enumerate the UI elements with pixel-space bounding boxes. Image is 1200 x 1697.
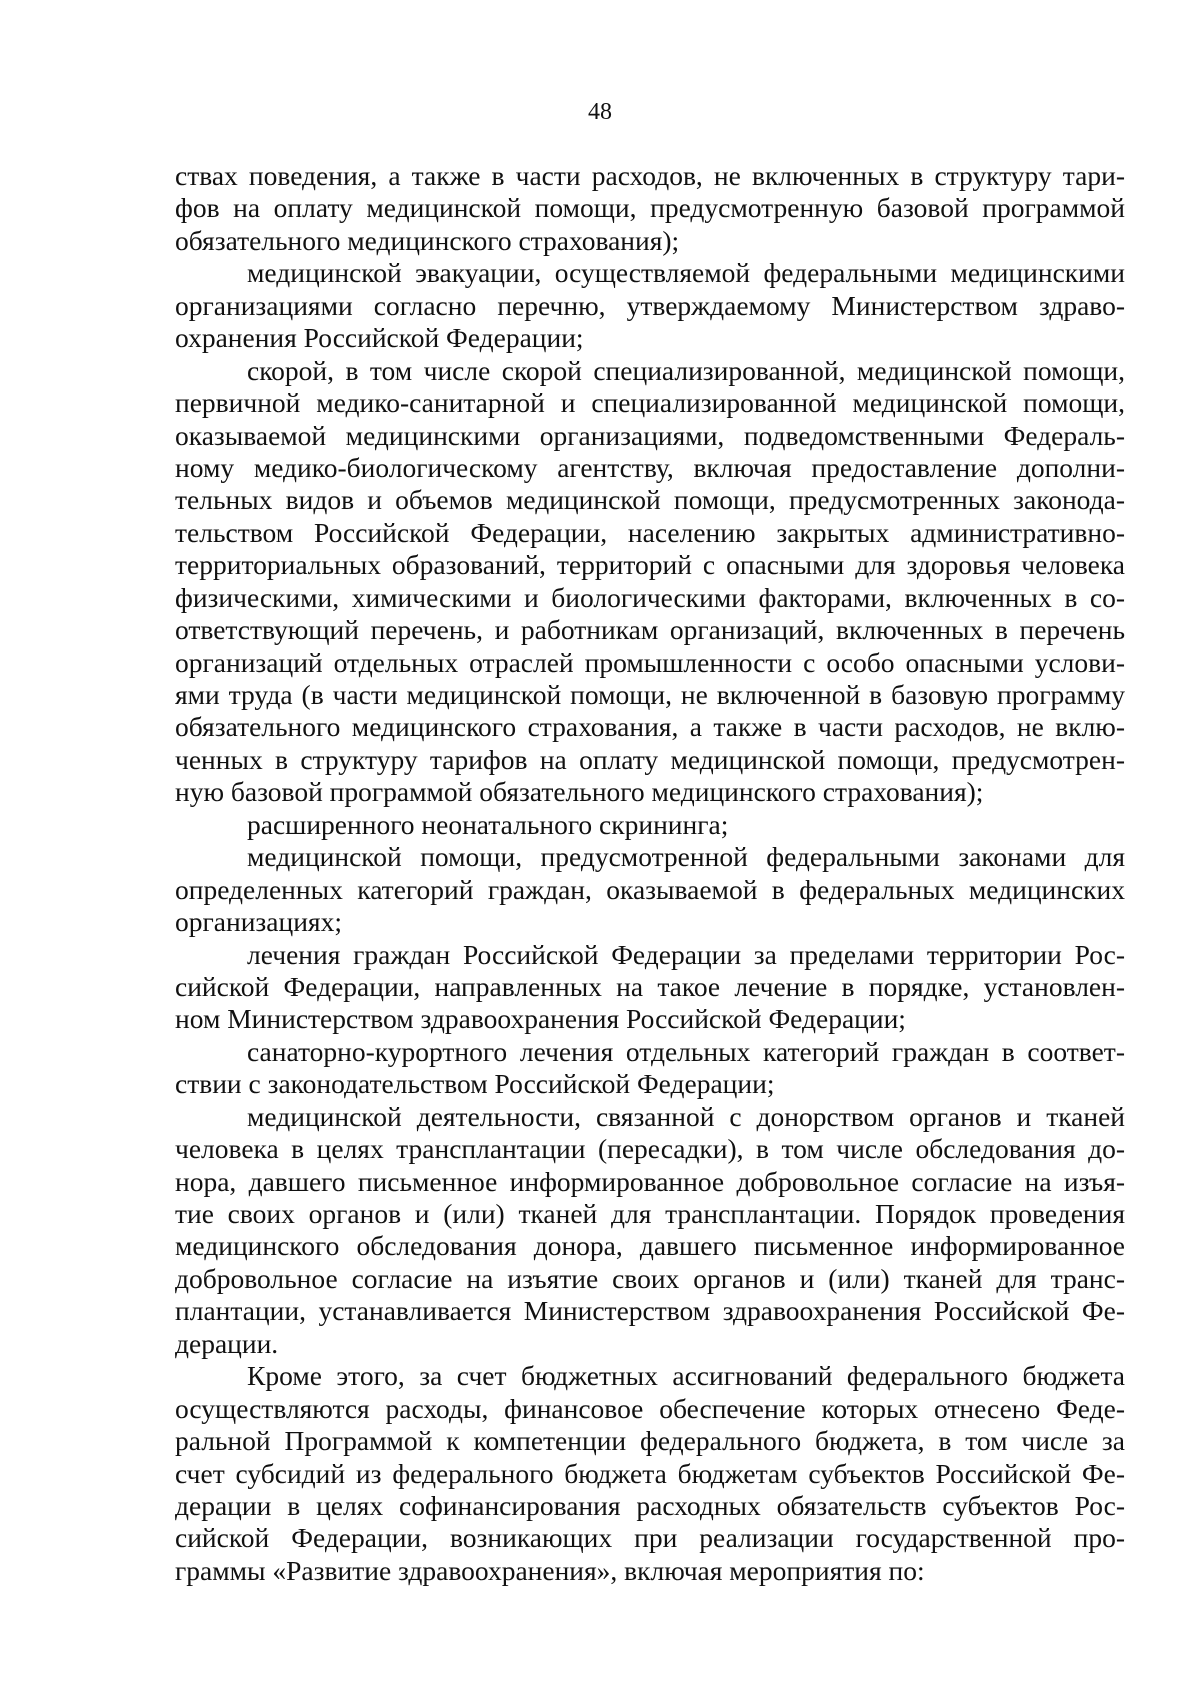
text-line: осуществляются расходы, финансовое обеспечение которых отнесено Феде- [175, 1392, 1125, 1424]
text-line: ном Министерством здравоохранения Российской Федерации; [175, 1003, 906, 1035]
text-line: дерации в целях софинансирования расходных обязательств субъектов Рос- [175, 1489, 1125, 1521]
text-line: ченных в структуру тарифов на оплату медицинской помощи, предусмотрен- [175, 743, 1125, 775]
text-line: сийской Федерации, направленных на такое лечение в порядке, установлен- [175, 970, 1125, 1002]
text-line: ствах поведения, а также в части расходов, не включенных в структуру тари- [175, 160, 1125, 191]
text-line: Кроме этого, за счет бюджетных ассигнований федерального бюджета [247, 1360, 1125, 1392]
text-line: фов на оплату медицинской помощи, предусмотренную базовой программой [175, 192, 1125, 224]
text-line: ную базовой программой обязательного медицинского страхования); [175, 776, 984, 808]
text-line: санаторно-курортного лечения отдельных категорий граждан в соответ- [247, 1035, 1125, 1067]
text-line: организациями согласно перечню, утверждаемому Министерством здраво- [175, 289, 1125, 321]
text-line: ральной Программой к компетенции федерального бюджета, в том числе за [175, 1425, 1125, 1457]
text-line: ответствующий перечень, и работникам организаций, включенных в перечень [175, 614, 1125, 646]
text-line: тие своих органов и (или) тканей для трансплантации. Порядок проведения [175, 1198, 1125, 1229]
text-line: сийской Федерации, возникающих при реализации государственной про- [175, 1522, 1125, 1554]
page-number: 48 [588, 99, 612, 125]
body-text [175, 160, 1125, 1587]
text-line: нора, давшего письменное информированное добровольное согласие на изъя- [175, 1165, 1125, 1197]
text-line: тельных видов и объемов медицинской помощи, предусмотренных законода- [175, 484, 1125, 516]
text-line: ному медико-биологическому агентству, включая предоставление дополни- [175, 451, 1125, 483]
text-line: медицинской эвакуации, осуществляемой федеральными медицинскими [247, 257, 1125, 289]
text-line: добровольное согласие на изъятие своих органов и (или) тканей для транс- [175, 1262, 1125, 1294]
text-line: оказываемой медицинскими организациями, подведомственными Федераль- [175, 419, 1125, 451]
text-line: скорой, в том числе скорой специализированной, медицинской помощи, [247, 354, 1125, 386]
text-line: тельством Российской Федерации, населению закрытых административно- [175, 516, 1125, 548]
text-line: обязательного медицинского страхования); [175, 224, 680, 256]
text-line: определенных категорий граждан, оказываемой в федеральных медицинских [175, 873, 1125, 905]
text-line: человека в целях трансплантации (пересадки), в том числе обследования до- [175, 1133, 1125, 1165]
text-line: организаций отдельных отраслей промышленности с особо опасными услови- [175, 646, 1125, 678]
text-line: дерации. [175, 1327, 279, 1359]
text-line: лечения граждан Российской Федерации за пределами территории Рос- [247, 938, 1125, 970]
text-line: ствии с законодательством Российской Федерации; [175, 1068, 775, 1100]
text-line: обязательного медицинского страхования, а также в части расходов, не вклю- [175, 711, 1125, 743]
text-line: медицинской помощи, предусмотренной федеральными законами для [247, 841, 1125, 873]
text-line: медицинского обследования донора, давшего письменное информированное [175, 1230, 1125, 1262]
text-line: первичной медико-санитарной и специализированной медицинской помощи, [175, 387, 1125, 419]
text-line: охранения Российской Федерации; [175, 322, 584, 354]
text-line: расширенного неонатального скрининга; [247, 808, 729, 840]
text-line: организациях; [175, 906, 342, 938]
text-line: счет субсидий из федерального бюджета бюджетам субъектов Российской Фе- [175, 1457, 1125, 1489]
text-line: ями труда (в части медицинской помощи, не включенной в базовую программу [175, 679, 1125, 710]
text-line: физическими, химическими и биологическими факторами, включенных в со- [175, 581, 1125, 613]
text-line: территориальных образований, территорий с опасными для здоровья человека [175, 549, 1125, 581]
text-line: плантации, устанавливается Министерством здравоохранения Российской Фе- [175, 1295, 1125, 1327]
text-line: медицинской деятельности, связанной с донорством органов и тканей [247, 1100, 1125, 1132]
text-line: граммы «Развитие здравоохранения», включая мероприятия по: [175, 1554, 925, 1586]
